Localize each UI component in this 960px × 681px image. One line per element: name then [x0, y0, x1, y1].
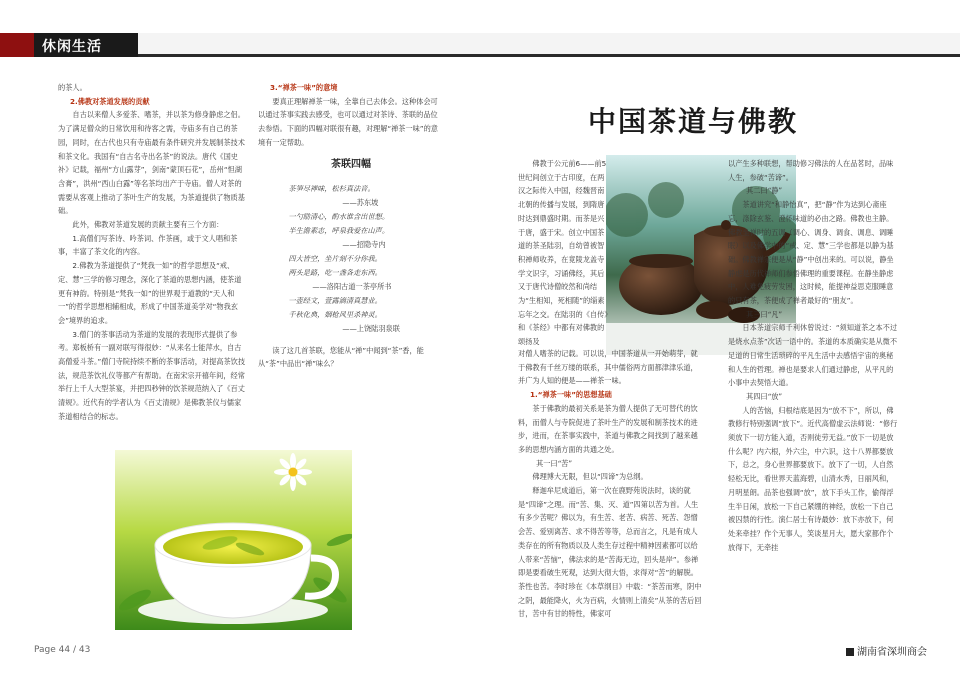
couplet-line: 千秋化典，姻枪风里杀神灵。	[288, 309, 382, 319]
section-heading: 2.佛教对茶道发展的贡献	[70, 96, 150, 106]
article-title: 中国茶道与佛教	[588, 105, 799, 138]
paragraph: 茶于佛教的最初关系是茶为僧人提供了无可替代的饮料，而僧人与寺院促进了茶叶生产的发展和制茶技术的进步，进而，在茶事实践中，茶道与佛教之间找到了越来越多的思想内涵方面的共通之处。	[518, 403, 698, 454]
text-column-1	[58, 81, 248, 451]
paragraph: 的茶人。	[58, 83, 87, 92]
paragraph: 以产生多种联想，帮助修习佛法的人在品茗时，品味人生，参破“苦谛”。	[728, 159, 894, 182]
paragraph: 3.僧门的茶事活动为茶道的发展的表现形式提供了参考。郑板桥有一副对联写得很妙：“从来名士能萍水，自古高僧爱斗茶。”僧门寺院持续不断的茶事活动，对提高茶饮技法，规范茶饮礼仪等都产有帮助。在南宋宗开禧年间，经常举行上千人大型茶宴，并把四秒钟的饮茶规范纳入了《百丈清规》。近代有的学者认为《百丈清规》是佛教茶仪与儒家茶道相结合的标志。	[58, 329, 246, 421]
paragraph: 日本茶道宗师千利休曾说过：“须知道茶之本不过是烧水点茶”次话一语中的。茶道的本质确实是从微不足道的日常生活琐碎的平凡生活中去感悟宇宙的奥秘和人生的哲理。禅也是要求人们通过静虑，从平凡的小事中去契悟大道。	[728, 323, 898, 388]
paragraph: 佛理博大无限，但以“四谛”为总纲。	[532, 472, 648, 482]
couplet-line: 半生澹素志，呼泉我爱在山声。	[288, 225, 390, 235]
publisher-name: 湖南省深圳商会	[857, 647, 927, 658]
couplet-1	[258, 182, 444, 210]
couplet-source: ——招隐寺内	[342, 239, 386, 249]
paragraph: 读了这几首茶联，您能从“禅”中闻到“茶”香，能从“茶”中品出“禅”味么？	[258, 345, 424, 369]
section-title: 休闲生活	[42, 39, 102, 55]
couplet-line: 一勺励清心，酌水谁含出世想。	[288, 211, 390, 221]
paragraph: 1.高僧们写茶诗、吟茶词、作茶画，或于文人唱和茶事，丰富了茶文化的内容。	[58, 233, 238, 257]
couplet-line: 四大皆空，坐片刻不分你我。	[288, 253, 382, 263]
subheading: 其一曰“苦”	[536, 458, 573, 468]
couplet-source: ——洛阳古道一茶亭所书	[312, 281, 392, 291]
subheading: 其三曰“凡”	[746, 309, 783, 319]
square-bullet-icon	[846, 648, 854, 656]
text-column-3-top	[518, 157, 610, 349]
couplet-source: ——上饶陆羽泉联	[342, 323, 400, 333]
header-red-block	[0, 33, 34, 57]
paragraph: 2.佛教为茶道提供了“梵我一如”的哲学思想及“戒、定、慧”三学的修习理念，深化了茶道的思想内涵，使茶道更有神韵。特别是“梵我一如”的世界观于道教的“天人和一”的哲学思想相辅相成，形成了中国茶道美学对“物我玄会”境界的追求。	[58, 261, 242, 325]
section-heading: 1.“禅茶一味”的思想基础	[530, 390, 612, 400]
couplet-line: 一壶经文，萱露滴清真慧业。	[288, 295, 382, 305]
paragraph: 佛教于公元前6——前5世纪间创立于古印度，在两汉之际传入中国，经魏晋南北朝的传播与发展，到隋唐时达到鼎盛时期。而茶是兴于唐，盛于宋。创立中国茶道的茶圣陆羽，自幼曾被智积禅师收养，在竟陵龙盖寺学文识字，习诵佛经，其后又于唐代诗僧皎然和尚结为“生相知，死相随”的缁素忘年之交。在陆羽的《自传》和《茶经》中都有对佛教的颂扬及	[518, 159, 608, 347]
couplets-title: 茶联四幅	[331, 158, 371, 170]
paragraph: 茶道讲究“和静怡真”，把“静”作为达到心斋座忘，涤除玄鉴、澄怀味道的必由之路。佛教也主静。佛教坐禅时的五调（调心、调身、调食、调息、调睡眠）以及佛学中的“戒、定、慧”三学也都是以静为基础。佛教禅宗便是从“静”中创出来的。可以说，静坐静虑是历代禅师们参悟佛理的重要课程。在静坐静虑中，人难免疲劳发困，这时候，能提神益思克服睡意的只有茶，茶便成了禅者最好的“朋友”。	[728, 200, 894, 306]
publisher-credit	[846, 643, 927, 658]
page-number: Page 44 / 43	[34, 645, 91, 655]
text-column-3	[518, 347, 703, 640]
paragraph: 对僧人嗜茶的记载。可以说，中国茶道从一开始萌芽，就于佛教有千丝万缕的联系，其中儒俗两方面都津津乐道，并广为人知的便是——禅茶一味。	[518, 349, 698, 386]
couplet-line: 两头是路，吃一盏各走东西。	[288, 267, 382, 277]
paragraph: 此外，佛教对茶道发展的贡献主要有三个方面：	[72, 220, 224, 230]
paragraph: 人的苦恼，归根结底是因为“放不下”，所以，佛教修行特别强调“放下”。近代高僧虚云法师说：“修行须放下一切方能入道，否则徒劳无益。”放下一切是放什么呢？内六根，外六尘，中六识，这十八界都要放下，总之，身心世界都要放下。放下了一切，人自然轻松无比，看世界天蓝海碧，山清水秀，日丽风和，月明星朗。品茶也强调“放”，放下手头工作，偷得浮生半日闲，放松一下自己紧绷的神经，放松一下自己被囚禁的行性。演仁居士有诗最妙：放下亦放下，何处来牵挂？作个无事人，笑谈星月大，愿大家都作个放得下，无牵挂	[728, 405, 898, 552]
header-rule	[138, 33, 960, 57]
couplet-4	[258, 294, 444, 336]
text-column-2	[258, 81, 444, 451]
paragraph: 自古以来僧人多爱茶、嗜茶，并以茶为修身静虑之侣。为了满足僧众的日常饮用和待客之需，寺庙多有自己的茶园，同时，在古代也只有寺庙最有条件研究并发展制茶技术和茶文化。我国有“自古名寺出名茶”的说法。唐代《国史补》记载，福州“方山露芽”，剑南“蒙顶石花”，岳州“怛湖含膏”，洪州“西山白露”等名茶均出产于寺庙。僧人对茶的需要从客观上推动了茶叶生产的发展，为茶道提供了物质基础。	[58, 110, 245, 216]
paragraph: 释迦牟尼成道后，第一次在鹿野苑说法时，谈的就是“四谛”之理。而“苦、集、灭、道”四第以苦为首。人生有多少苦呢？佛以为，有生苦、老苦、病苦、死苦、怨憎会苦、爱别离苦、求不得苦等等，总而言之，凡是有成人类存在的所有物质以及人类生存过程中精神因素都可以给人带来“苦恼”，佛法求的是“苦海无边，回头是岸”。参禅即是要看破生死观，达到大彻大悟，求得对“苦”的解脱。茶性也苦。李时珍在《本草纲目》中载：“茶苦而寒，阴中之阴，最能降火，火为百病，火情则上清矣”从茶的苦后回甘，苦中有甘的特性，佛家可	[518, 486, 702, 619]
section-header-bar	[0, 33, 960, 57]
paragraph: 要真正理解禅茶一味，全靠自己去体会。这种体会可以通过茶事实践去感受，也可以通过对茶诗、茶联的品位去参悟。下面的四幅对联很有趣，对理解“禅茶一味”的意境有一定帮助。	[258, 96, 438, 147]
subheading: 其二曰“静”	[746, 186, 783, 196]
green-tea-cup-photo	[115, 450, 352, 630]
couplet-line: 茶笋尽禅味，松杉真法音。	[288, 183, 375, 193]
couplet-2	[258, 210, 444, 252]
text-column-4	[728, 157, 900, 640]
subheading: 其四曰“放”	[746, 391, 783, 401]
couplet-3	[258, 252, 444, 294]
couplet-source: ——苏东坡	[342, 197, 379, 207]
section-heading-3: 3.“禅茶一味”的意境	[270, 83, 338, 92]
